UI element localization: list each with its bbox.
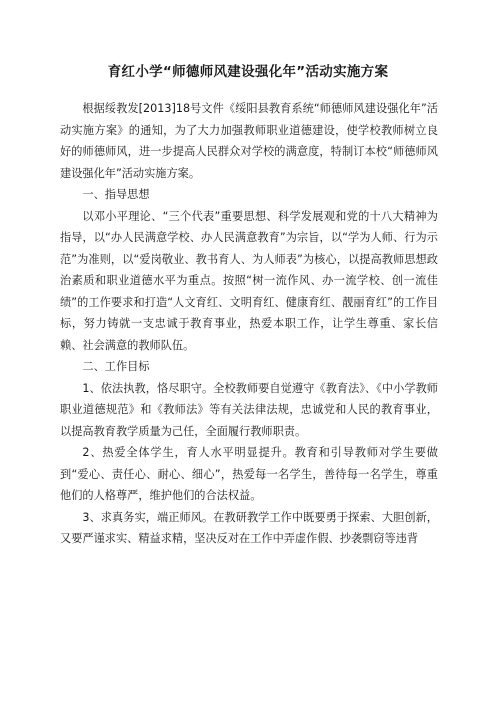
section-heading-work-goals: 二、工作目标: [82, 360, 150, 373]
goal-item-1: 1、依法执教，恪尽职守。全校教师要自觉遵守《教育法》、《中小学教师职业道德规范》和《教师法》等有关法律法规，忠诚党和人民的教育事业，以提高教育教学质量为己任，全面履行教师职责。: [60, 381, 438, 438]
goal-item-3: 3、求真务实，端正师风。在教研教学工作中既要勇于探索、大胆创新，又要严谨求实、精益求精，坚决反对在工作中弄虚作假、抄袭剽窃等违背: [60, 510, 438, 545]
section-heading-guiding-ideology: 一、指导思想: [82, 188, 150, 201]
intro-paragraph: 根据绥教发[2013]18号文件《绥阳县教育系统“师德师风建设强化年”活动实施方案》的通知，为了大力加强教师职业道德建设，使学校教师树立良好的师德师风，进一步提高人民群众对学校的满意度，特制订本校“师德师风建设强化年”活动实施方案。: [60, 102, 438, 180]
guiding-ideology-paragraph: 以邓小平理论、“三个代表”重要思想、科学发展观和党的十八大精神为指导，以“办人民满意学校、办人民满意教育”为宗旨，以“学为人师、行为示范”为准则，以“爱岗敬业、教书育人、为人师表”为核心，以提高教师思想政治素质和职业道德水平为重点。按照“树一流作风、办一流学校、创一流佳绩”的工作要求和打造“人文育红、文明育红、健康育红、靓丽育红”的工作目标，努力铸就一支忠诚于教育事业，热爱本职工作，让学生尊重、家长信赖、社会满意的教师队伍。: [60, 209, 438, 352]
document-body: [60, 98, 438, 550]
goal-item-2: 2、热爱全体学生，育人水平明显提升。教育和引导教师对学生要做到“爱心、责任心、耐心、细心”，热爱每一名学生，善待每一名学生，尊重他们的人格尊严，维护他们的合法权益。: [60, 446, 438, 502]
document-title: 育红小学“师德师风建设强化年”活动实施方案: [107, 64, 389, 80]
